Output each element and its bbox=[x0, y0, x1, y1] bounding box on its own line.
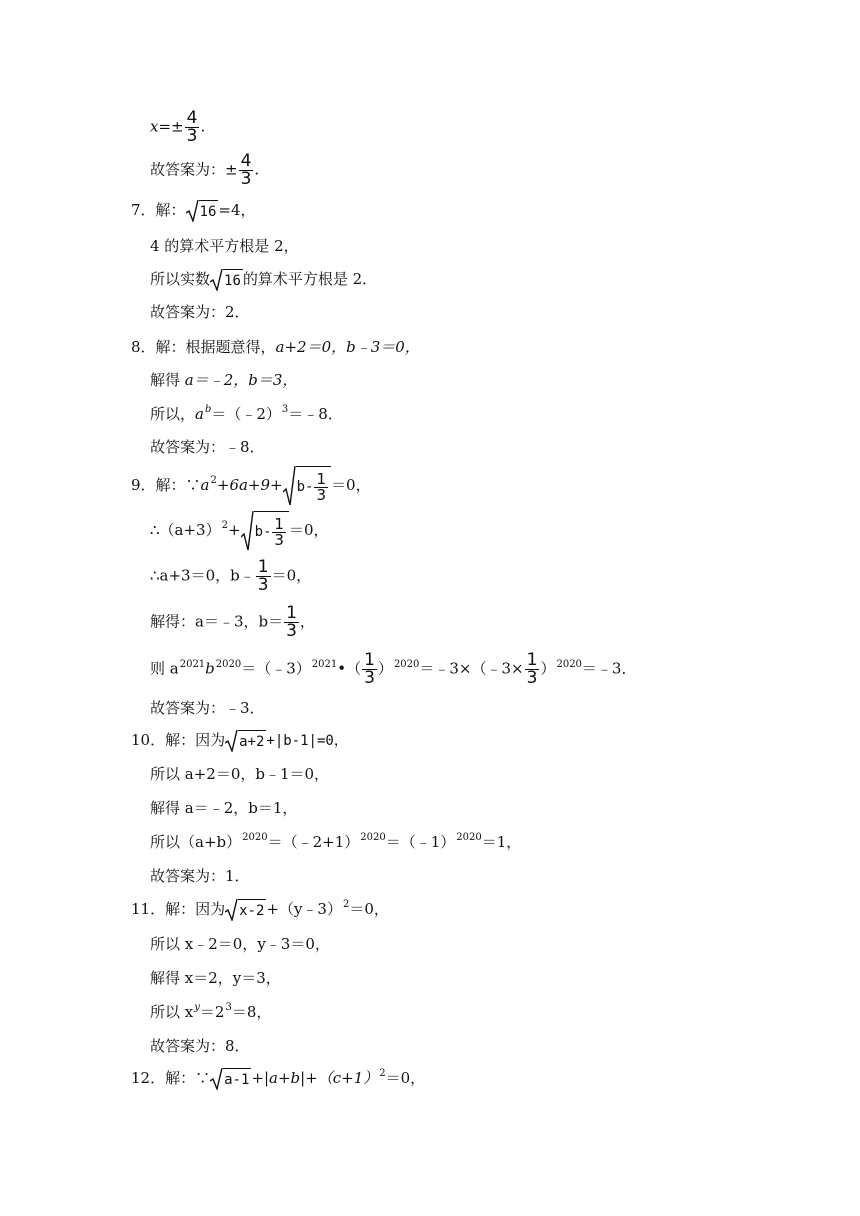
punct: . bbox=[254, 160, 260, 179]
p10-s4c: ＝（﹣1） bbox=[385, 833, 456, 851]
radical-sign bbox=[283, 466, 296, 506]
p12-after: +|a+b|+（c+1） bbox=[251, 1069, 379, 1087]
radical-sign bbox=[186, 200, 199, 222]
p12-label: 12．解：∵ bbox=[131, 1069, 211, 1087]
sqrt-expr bbox=[241, 511, 289, 551]
p10-line1 bbox=[131, 730, 348, 752]
p9-line1 bbox=[131, 466, 371, 506]
p11-s3: 解得 x＝2，y＝3， bbox=[150, 969, 281, 987]
numerator: 1 bbox=[316, 469, 327, 488]
p9-s2e: 2 bbox=[221, 520, 228, 531]
p9-s2b: + bbox=[227, 521, 241, 539]
p10-s4e3: 2020 bbox=[456, 832, 482, 843]
p10-s2: 所以 a+2＝0，b﹣1＝0， bbox=[150, 765, 330, 783]
p7-line3 bbox=[150, 269, 377, 291]
p11-s4b: ＝2 bbox=[199, 1003, 225, 1021]
numerator: 4 bbox=[186, 108, 198, 128]
radicand bbox=[254, 511, 289, 551]
numerator: 1 bbox=[364, 650, 375, 670]
p10-line4 bbox=[150, 832, 521, 855]
p11-line5 bbox=[150, 1036, 250, 1056]
p9-line3 bbox=[150, 559, 311, 594]
denominator: 3 bbox=[257, 575, 269, 595]
radical-sign bbox=[210, 269, 223, 291]
p11-s4e2: 3 bbox=[225, 1002, 232, 1013]
fraction bbox=[284, 605, 299, 640]
p9-s5e1: 2021 bbox=[179, 658, 206, 670]
denominator: 3 bbox=[316, 485, 327, 504]
p11-line4 bbox=[150, 1002, 271, 1025]
p11-line3 bbox=[150, 968, 281, 988]
p8-line2 bbox=[150, 370, 297, 390]
var-x: x bbox=[150, 117, 159, 136]
p9-line4 bbox=[150, 605, 315, 640]
fraction bbox=[239, 153, 254, 188]
fraction bbox=[314, 469, 328, 504]
p9-exp: 2 bbox=[210, 475, 217, 486]
denominator: 3 bbox=[286, 621, 297, 641]
numerator: 1 bbox=[257, 557, 269, 577]
p10-label: 10．解：因为 bbox=[131, 731, 226, 749]
p10-s4e1: 2020 bbox=[242, 832, 268, 843]
p9-line2 bbox=[150, 511, 329, 551]
p8-s2b: a＝﹣2， bbox=[184, 371, 249, 389]
p10-s4d: ＝1， bbox=[481, 833, 522, 851]
p7-answer: 故答案为：2． bbox=[150, 303, 250, 321]
fraction bbox=[256, 559, 271, 594]
p7-label: 7．解： bbox=[131, 201, 186, 219]
p9-s5b: b bbox=[205, 659, 215, 678]
p10-line2 bbox=[150, 764, 329, 784]
sqrt-expr bbox=[186, 200, 219, 222]
p8-rest: ＝（﹣2） bbox=[211, 405, 281, 423]
p10-s3: 解得 a＝﹣2，b＝1， bbox=[150, 799, 298, 817]
p9-s5a: 则 a bbox=[150, 659, 179, 678]
p11-answer: 故答案为：8． bbox=[150, 1037, 250, 1055]
p10-abs: +|b-1|=0， bbox=[266, 733, 348, 749]
p11-s4e: y bbox=[194, 1002, 200, 1013]
p7-line2 bbox=[150, 236, 299, 256]
p9-s3after: ＝0， bbox=[271, 566, 312, 585]
numerator: 1 bbox=[526, 650, 538, 670]
numerator: 4 bbox=[240, 151, 252, 171]
p9-a: a bbox=[200, 476, 210, 494]
p8-answer: 故答案为：﹣8． bbox=[150, 438, 265, 456]
p9-s5h: ＝﹣3． bbox=[581, 659, 637, 678]
p10-s4e2: 2020 bbox=[360, 832, 386, 843]
radical-sign bbox=[241, 511, 254, 551]
p8-exp: b bbox=[204, 404, 212, 415]
p11-line1 bbox=[131, 899, 389, 922]
p10-line3 bbox=[150, 798, 297, 818]
denominator: 3 bbox=[186, 126, 198, 146]
fraction bbox=[185, 110, 200, 145]
radicand: a+2 bbox=[238, 730, 266, 752]
p9-s5f: ＝﹣3×（﹣3× bbox=[419, 659, 524, 678]
p9-s2a: ∴（a+3） bbox=[150, 521, 221, 539]
p11-label: 11．解：因为 bbox=[131, 900, 226, 918]
p9-s5g: ） bbox=[540, 659, 556, 678]
eq-text: =± bbox=[158, 117, 184, 136]
p10-s4b: ＝（﹣2+1） bbox=[267, 833, 360, 851]
p12-end: ＝0， bbox=[385, 1069, 426, 1087]
sqrt-expr bbox=[210, 1068, 251, 1090]
numerator: 1 bbox=[286, 603, 297, 623]
p7-line4 bbox=[150, 302, 250, 322]
p11-after: +（y﹣3） bbox=[266, 900, 342, 918]
p7-s3b: 的算术平方根是 2． bbox=[242, 270, 378, 288]
p9-s5e4: 2020 bbox=[393, 658, 420, 670]
p8-s2a: 解得 bbox=[150, 371, 185, 389]
p8-line1 bbox=[131, 337, 420, 357]
denominator: 3 bbox=[526, 668, 538, 688]
p12-line1 bbox=[131, 1068, 425, 1091]
p11-exp: 2 bbox=[342, 899, 350, 910]
p8-line3 bbox=[150, 404, 343, 427]
p9-s2after: ＝0， bbox=[288, 521, 329, 539]
p11-s4c: ＝8， bbox=[231, 1003, 272, 1021]
answer-text: 故答案为：± bbox=[150, 160, 238, 179]
p11-line2 bbox=[150, 934, 330, 954]
p7-line1 bbox=[131, 200, 256, 222]
radicand: a-1 bbox=[223, 1068, 251, 1090]
sqrt-expr bbox=[210, 269, 243, 291]
p11-s4a: 所以 x bbox=[150, 1003, 194, 1021]
sqrt-expr bbox=[225, 730, 266, 752]
p8-exp2: 3 bbox=[281, 404, 289, 415]
p9-s5e2: 2020 bbox=[215, 658, 242, 670]
numerator: 1 bbox=[274, 514, 284, 533]
p9-line6 bbox=[150, 698, 265, 718]
p8-base: a bbox=[195, 405, 204, 423]
sqrt-expr bbox=[225, 899, 266, 921]
p9-s5e: ） bbox=[377, 659, 393, 678]
p9-line5 bbox=[150, 652, 636, 687]
sqrt-expr bbox=[283, 466, 331, 506]
fraction bbox=[272, 514, 286, 549]
denominator: 3 bbox=[364, 668, 375, 688]
p7-after: =4， bbox=[218, 201, 256, 219]
p8-c1: a+2＝0， bbox=[275, 338, 347, 356]
radical-sign bbox=[225, 899, 238, 921]
p8-s2c: b＝3， bbox=[248, 371, 298, 389]
line-answer bbox=[150, 153, 259, 188]
radicand: 16 bbox=[223, 269, 243, 291]
punct: . bbox=[200, 117, 206, 136]
p9-s5d: •（ bbox=[337, 659, 362, 678]
p9-s5e5: 2020 bbox=[556, 658, 582, 670]
denominator: 3 bbox=[240, 169, 252, 189]
p8-c2: b﹣3＝0， bbox=[346, 338, 420, 356]
p9-s4after: ， bbox=[299, 612, 315, 631]
p7-s3a: 所以实数 bbox=[150, 270, 211, 288]
p10-s4a: 所以（a+b） bbox=[150, 833, 242, 851]
fraction bbox=[362, 652, 377, 687]
p12-exp: 2 bbox=[379, 1068, 386, 1079]
radicand-pre: b- bbox=[254, 524, 272, 540]
line-x-equals bbox=[150, 110, 205, 145]
denominator: 3 bbox=[274, 530, 284, 549]
radicand-pre: b- bbox=[296, 479, 314, 495]
radicand: x-2 bbox=[238, 899, 266, 921]
p9-s5e3: 2021 bbox=[311, 658, 338, 670]
p8-s3a: 所以， bbox=[150, 405, 196, 423]
p7-s2: 4 的算术平方根是 2， bbox=[150, 237, 299, 255]
p11-s2: 所以 x﹣2＝0，y﹣3＝0， bbox=[150, 935, 330, 953]
p9-s5c: ＝（﹣3） bbox=[241, 659, 311, 678]
p8-label: 8．解：根据题意得， bbox=[131, 338, 276, 356]
fraction bbox=[525, 652, 540, 687]
p9-s4a: 解得：a＝﹣3，b＝ bbox=[150, 612, 284, 631]
p8-line4 bbox=[150, 437, 265, 457]
p9-mid: +6a+9+ bbox=[216, 476, 283, 494]
p9-label: 9．解：∵ bbox=[131, 476, 201, 494]
radical-sign bbox=[210, 1068, 223, 1090]
radical-sign bbox=[225, 730, 238, 752]
p9-s3a: ∴a+3＝0，b﹣ bbox=[150, 566, 255, 585]
p10-answer: 故答案为：1． bbox=[150, 867, 250, 885]
p11-end: ＝0， bbox=[349, 900, 389, 918]
p9-after: ＝0， bbox=[331, 476, 371, 494]
p8-end: ＝﹣8． bbox=[288, 405, 343, 423]
p9-answer: 故答案为：﹣3． bbox=[150, 699, 265, 717]
p10-line5 bbox=[150, 866, 250, 886]
radicand: 16 bbox=[199, 200, 219, 222]
radicand bbox=[296, 466, 331, 506]
